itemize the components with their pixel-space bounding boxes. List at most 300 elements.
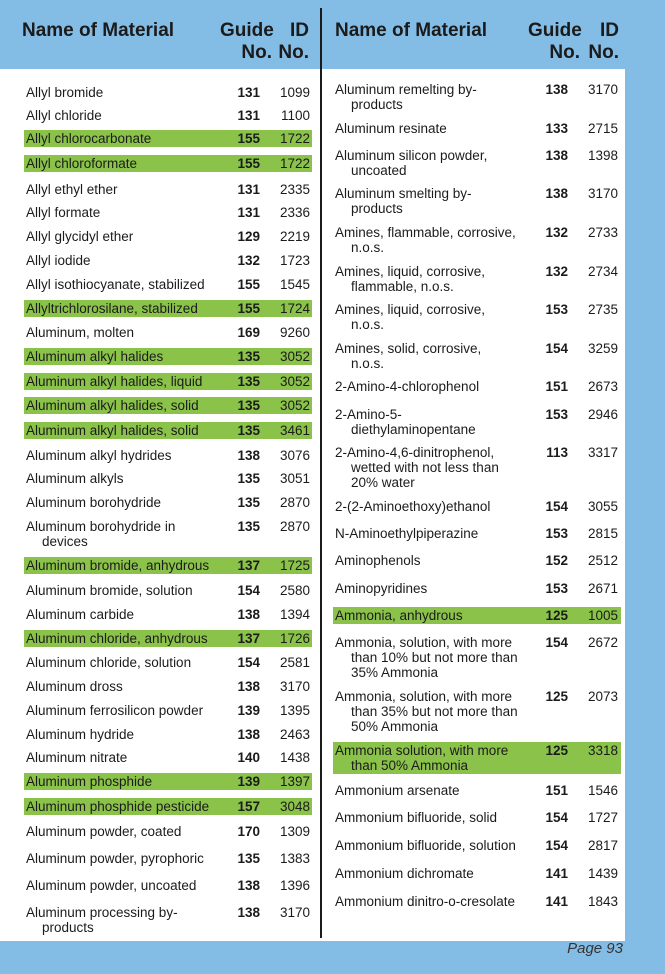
table-row xyxy=(333,742,621,774)
material-name-line: than 10% but not more than xyxy=(351,650,518,665)
material-name-line: Aluminum powder, pyrophoric xyxy=(26,851,204,866)
material-name xyxy=(26,325,134,340)
id-number: 2073 xyxy=(587,689,618,704)
material-name-line: uncoated xyxy=(351,163,407,178)
id-number: 2715 xyxy=(587,121,618,136)
id-number: 3170 xyxy=(279,679,310,694)
material-name xyxy=(26,205,100,220)
material-name-line: Aluminum hydride xyxy=(26,727,135,742)
material-name xyxy=(26,374,202,389)
material-name xyxy=(335,264,485,294)
page-number: Page 93 xyxy=(567,940,623,957)
guide-number: 125 xyxy=(545,608,568,623)
id-number: 2581 xyxy=(279,655,310,670)
table-row xyxy=(24,130,312,147)
table-row xyxy=(24,702,312,719)
table-row xyxy=(333,263,621,295)
guide-number: 154 xyxy=(545,499,568,514)
table-row xyxy=(24,773,312,790)
guide-number: 137 xyxy=(237,558,260,573)
id-number: 1722 xyxy=(279,156,310,171)
guide-number: 137 xyxy=(237,631,260,646)
material-name-line: Allyl chloride xyxy=(26,108,102,123)
material-name xyxy=(26,631,208,646)
id-number: 2463 xyxy=(279,727,310,742)
id-number: 3170 xyxy=(587,186,618,201)
table-row xyxy=(24,276,312,293)
guide-number: 138 xyxy=(237,607,260,622)
guide-number: 135 xyxy=(237,349,260,364)
guide-number: 132 xyxy=(237,253,260,268)
material-name xyxy=(26,108,102,123)
material-name xyxy=(335,379,479,394)
material-name-line: than 50% Ammonia xyxy=(351,758,469,773)
guide-heading: Guide xyxy=(220,20,274,41)
id-no-heading: No. xyxy=(588,42,619,63)
table-row xyxy=(333,340,621,372)
guide-number: 157 xyxy=(237,799,260,814)
material-name xyxy=(335,838,516,853)
table-row xyxy=(24,494,312,511)
material-name xyxy=(26,495,161,510)
material-name-line: Amines, solid, corrosive, xyxy=(335,341,482,356)
guide-number: 140 xyxy=(237,750,260,765)
material-name-line: Aluminum borohydride in xyxy=(26,519,176,534)
material-name xyxy=(26,703,203,718)
material-name-line: Allyl chlorocarbonate xyxy=(26,131,152,146)
material-name xyxy=(26,519,175,549)
table-row xyxy=(333,147,621,179)
material-name xyxy=(335,689,518,734)
table-row xyxy=(24,252,312,269)
material-name-line: Ammonium arsenate xyxy=(335,783,460,798)
material-name xyxy=(26,156,137,171)
id-number: 2733 xyxy=(587,225,618,240)
material-name-line: n.o.s. xyxy=(351,356,385,371)
material-name-line: Aluminum dross xyxy=(26,679,123,694)
material-name xyxy=(335,302,485,332)
material-name xyxy=(335,148,487,178)
guide-number: 151 xyxy=(545,379,568,394)
material-name xyxy=(335,186,472,216)
table-row xyxy=(333,185,621,217)
table-row xyxy=(333,865,621,882)
material-name xyxy=(335,608,463,623)
id-number: 1398 xyxy=(587,148,618,163)
guide-number: 169 xyxy=(237,325,260,340)
id-number: 2580 xyxy=(279,583,310,598)
material-name-line: products xyxy=(351,97,403,112)
material-name xyxy=(335,743,508,773)
material-name-line: Ammonium bifluoride, solid xyxy=(335,810,498,825)
guide-number: 153 xyxy=(545,407,568,422)
material-name xyxy=(335,526,478,541)
guide-number: 141 xyxy=(545,866,568,881)
table-row xyxy=(24,654,312,671)
material-name xyxy=(26,851,204,866)
material-name xyxy=(335,866,474,881)
material-name xyxy=(26,774,152,789)
table-row xyxy=(333,301,621,333)
guide-number: 135 xyxy=(237,423,260,438)
guide-number: 154 xyxy=(545,838,568,853)
id-number: 2734 xyxy=(587,264,618,279)
material-name xyxy=(26,85,103,100)
id-number: 2735 xyxy=(587,302,618,317)
table-row xyxy=(333,809,621,826)
material-name xyxy=(26,583,193,598)
table-row xyxy=(24,630,312,647)
material-name xyxy=(335,783,460,798)
material-name-line: 50% Ammonia xyxy=(351,719,439,734)
table-row xyxy=(333,782,621,799)
table-row xyxy=(24,324,312,341)
material-name-line: Aluminum processing by- xyxy=(26,905,178,920)
material-name xyxy=(26,301,198,316)
material-name-line: Aluminum remelting by- xyxy=(335,82,477,97)
id-number: 2219 xyxy=(279,229,310,244)
table-row xyxy=(24,877,312,894)
material-name-line: Allyl glycidyl ether xyxy=(26,229,134,244)
material-name-line: 2-Amino-4,6-dinitrophenol, xyxy=(335,445,495,460)
id-number: 2870 xyxy=(279,495,310,510)
guide-number: 138 xyxy=(237,878,260,893)
page-footer xyxy=(0,941,665,974)
material-name xyxy=(26,905,178,935)
material-name xyxy=(335,82,477,112)
table-row xyxy=(24,228,312,245)
material-name xyxy=(335,553,421,568)
table-row xyxy=(333,634,621,681)
guide-number: 154 xyxy=(545,341,568,356)
material-name xyxy=(335,635,518,680)
material-name-line: Aluminum powder, uncoated xyxy=(26,878,197,893)
guide-number: 131 xyxy=(237,85,260,100)
material-name-line: Aluminum chloride, anhydrous xyxy=(26,631,208,646)
table-row xyxy=(333,607,621,624)
material-name-line: wetted with not less than xyxy=(351,460,499,475)
table-row xyxy=(24,606,312,623)
material-name-line: 2-(2-Aminoethoxy)ethanol xyxy=(335,499,491,514)
material-name xyxy=(335,810,497,825)
material-name-line: products xyxy=(42,920,94,935)
material-name xyxy=(26,349,163,364)
guide-number: 135 xyxy=(237,471,260,486)
material-name xyxy=(26,131,151,146)
material-name-line: Aluminum alkyls xyxy=(26,471,124,486)
material-name xyxy=(26,229,133,244)
id-number: 3052 xyxy=(279,374,310,389)
material-name xyxy=(26,679,123,694)
material-name-line: Aluminum alkyl halides, liquid xyxy=(26,374,203,389)
material-name-line: Aluminum, molten xyxy=(26,325,135,340)
guide-number: 132 xyxy=(545,225,568,240)
table-row xyxy=(333,444,621,491)
id-number: 1397 xyxy=(279,774,310,789)
guide-number: 138 xyxy=(545,186,568,201)
guide-number: 155 xyxy=(237,156,260,171)
material-name-line: Aluminum chloride, solution xyxy=(26,655,192,670)
id-number: 2335 xyxy=(279,182,310,197)
table-row xyxy=(333,893,621,910)
material-name xyxy=(26,471,124,486)
guide-number: 133 xyxy=(545,121,568,136)
material-name xyxy=(26,727,134,742)
material-name xyxy=(26,182,118,197)
guide-no-heading: No. xyxy=(241,42,272,63)
id-number: 1383 xyxy=(279,851,310,866)
material-name-line: n.o.s. xyxy=(351,240,385,255)
id-number: 1309 xyxy=(279,824,310,839)
material-name-line: Aluminum phosphide xyxy=(26,774,153,789)
id-number: 1546 xyxy=(587,783,618,798)
material-name xyxy=(335,581,427,596)
table-row xyxy=(24,798,312,815)
id-number: 3048 xyxy=(279,799,310,814)
guide-number: 138 xyxy=(237,679,260,694)
table-row xyxy=(24,557,312,574)
id-number: 2512 xyxy=(587,553,618,568)
guide-number: 135 xyxy=(237,398,260,413)
id-number: 1099 xyxy=(279,85,310,100)
left-column-header xyxy=(0,0,320,69)
id-number: 3076 xyxy=(279,448,310,463)
table-row xyxy=(24,300,312,317)
guide-number: 151 xyxy=(545,783,568,798)
guide-number: 138 xyxy=(237,448,260,463)
guide-number: 131 xyxy=(237,205,260,220)
material-name-line: Aluminum silicon powder, xyxy=(335,148,488,163)
name-of-material-heading: Name of Material xyxy=(335,20,488,41)
id-number: 3052 xyxy=(279,398,310,413)
id-number: 2946 xyxy=(587,407,618,422)
table-row xyxy=(24,678,312,695)
material-name-line: Ammonia, solution, with more xyxy=(335,689,513,704)
guide-number: 135 xyxy=(237,374,260,389)
id-number: 1438 xyxy=(279,750,310,765)
table-row xyxy=(24,348,312,365)
id-number: 1724 xyxy=(279,301,310,316)
material-name xyxy=(335,341,481,371)
material-name-line: Ammonia solution, with more xyxy=(335,743,509,758)
id-number: 3317 xyxy=(587,445,618,460)
guide-number: 155 xyxy=(237,131,260,146)
material-name-line: Aluminum bromide, anhydrous xyxy=(26,558,210,573)
id-number: 3318 xyxy=(587,743,618,758)
table-row xyxy=(333,498,621,515)
table-row xyxy=(24,373,312,390)
material-name xyxy=(26,607,134,622)
id-number: 2870 xyxy=(279,519,310,534)
material-name-line: Aluminum bromide, solution xyxy=(26,583,193,598)
material-name xyxy=(26,799,209,814)
material-name-line: flammable, n.o.s. xyxy=(351,279,454,294)
id-number: 2815 xyxy=(587,526,618,541)
id-heading: ID xyxy=(290,20,309,41)
table-row xyxy=(24,726,312,743)
guide-number: 155 xyxy=(237,277,260,292)
material-name-line: 2-Amino-5- xyxy=(335,407,402,422)
table-row xyxy=(333,580,621,597)
material-name xyxy=(26,750,127,765)
material-name-line: Aluminum phosphide pesticide xyxy=(26,799,210,814)
material-name xyxy=(26,655,191,670)
material-name-line: Allyl chloroformate xyxy=(26,156,138,171)
id-number: 2336 xyxy=(279,205,310,220)
id-number: 3052 xyxy=(279,349,310,364)
id-number: 1394 xyxy=(279,607,310,622)
guide-number: 138 xyxy=(237,727,260,742)
id-number: 1100 xyxy=(280,108,310,123)
material-name-line: Ammonium bifluoride, solution xyxy=(335,838,516,853)
material-name-line: Ammonia, anhydrous xyxy=(335,608,463,623)
material-name-line: Aluminum alkyl halides xyxy=(26,349,164,364)
guide-no-heading: No. xyxy=(549,42,580,63)
material-name xyxy=(26,878,196,893)
material-name-line: Allyl isothiocyanate, stabilized xyxy=(26,277,205,292)
guide-number: 135 xyxy=(237,519,260,534)
table-row xyxy=(333,81,621,113)
guide-number: 132 xyxy=(545,264,568,279)
material-name-line: N-Aminoethylpiperazine xyxy=(335,526,479,541)
material-name xyxy=(335,445,499,490)
material-name-line: Allyltrichlorosilane, stabilized xyxy=(26,301,198,316)
id-number: 1396 xyxy=(279,878,310,893)
guide-number: 131 xyxy=(237,182,260,197)
guide-number: 152 xyxy=(545,553,568,568)
id-number: 9260 xyxy=(279,325,310,340)
guide-number: 154 xyxy=(545,810,568,825)
material-name xyxy=(26,448,172,463)
material-name xyxy=(26,423,199,438)
column-divider xyxy=(320,8,322,938)
table-row xyxy=(333,837,621,854)
table-row xyxy=(24,107,312,124)
id-number: 3461 xyxy=(279,423,310,438)
guide-number: 141 xyxy=(545,894,568,909)
id-number: 1723 xyxy=(279,253,310,268)
table-row xyxy=(333,552,621,569)
id-no-heading: No. xyxy=(278,42,309,63)
guide-number: 129 xyxy=(237,229,260,244)
guide-number: 154 xyxy=(237,583,260,598)
table-row xyxy=(24,582,312,599)
id-number: 3170 xyxy=(279,905,310,920)
table-row xyxy=(24,422,312,439)
id-number: 2671 xyxy=(587,581,618,596)
id-number: 2672 xyxy=(587,635,618,650)
material-name-line: Aluminum powder, coated xyxy=(26,824,182,839)
table-row xyxy=(24,823,312,840)
table-row xyxy=(24,181,312,198)
table-row xyxy=(24,397,312,414)
material-name-line: Aluminum ferrosilicon powder xyxy=(26,703,204,718)
guide-number: 153 xyxy=(545,302,568,317)
guide-number: 139 xyxy=(237,703,260,718)
table-row xyxy=(333,688,621,735)
table-row xyxy=(333,525,621,542)
table-row xyxy=(24,155,312,172)
table-row xyxy=(24,204,312,221)
guide-number: 138 xyxy=(237,905,260,920)
guide-number: 135 xyxy=(237,851,260,866)
guide-number: 153 xyxy=(545,526,568,541)
guide-heading: Guide xyxy=(528,20,582,41)
guide-number: 125 xyxy=(545,743,568,758)
material-name xyxy=(335,225,516,255)
material-name-line: Allyl bromide xyxy=(26,85,104,100)
material-name xyxy=(26,558,209,573)
material-name-line: Aluminum resinate xyxy=(335,121,447,136)
name-of-material-heading: Name of Material xyxy=(22,20,175,41)
id-number: 2817 xyxy=(587,838,618,853)
id-number: 3170 xyxy=(587,82,618,97)
material-name-line: products xyxy=(351,201,403,216)
material-name-line: Ammonium dinitro-o-cresolate xyxy=(335,894,516,909)
material-name-line: Aluminum alkyl hydrides xyxy=(26,448,172,463)
table-row xyxy=(24,470,312,487)
material-name-line: Allyl iodide xyxy=(26,253,91,268)
table-row xyxy=(24,447,312,464)
material-name-line: Allyl formate xyxy=(26,205,101,220)
material-name-line: 20% water xyxy=(351,475,415,490)
table-row xyxy=(333,406,621,438)
guide-number: 138 xyxy=(545,148,568,163)
guide-number: 113 xyxy=(546,445,568,460)
right-column-header xyxy=(322,0,625,69)
guide-number: 138 xyxy=(545,82,568,97)
material-name-line: Aminophenols xyxy=(335,553,421,568)
id-number: 1726 xyxy=(279,631,310,646)
id-number: 1725 xyxy=(279,558,310,573)
id-heading: ID xyxy=(600,20,619,41)
material-name-line: Aminopyridines xyxy=(335,581,428,596)
material-name-line: Allyl ethyl ether xyxy=(26,182,118,197)
material-name-line: Aluminum borohydride xyxy=(26,495,162,510)
table-row xyxy=(24,84,312,101)
material-name-line: than 35% but not more than xyxy=(351,704,518,719)
material-name xyxy=(335,499,490,514)
id-number: 3051 xyxy=(279,471,310,486)
table-row xyxy=(333,120,621,137)
guide-number: 135 xyxy=(237,495,260,510)
id-number: 3055 xyxy=(587,499,618,514)
guide-number: 154 xyxy=(237,655,260,670)
table-row xyxy=(24,850,312,867)
material-name-line: devices xyxy=(42,534,88,549)
table-row xyxy=(24,518,312,550)
table-row xyxy=(333,378,621,395)
material-name-line: Aluminum alkyl halides, solid xyxy=(26,398,199,413)
id-number: 1727 xyxy=(587,810,618,825)
material-name-line: Aluminum carbide xyxy=(26,607,135,622)
material-name xyxy=(26,277,205,292)
material-name-line: n.o.s. xyxy=(351,317,385,332)
table-row xyxy=(333,224,621,256)
material-name-line: Amines, liquid, corrosive, xyxy=(335,302,486,317)
material-name-line: Amines, flammable, corrosive, xyxy=(335,225,516,240)
material-name xyxy=(26,253,91,268)
material-name xyxy=(26,824,181,839)
material-name-line: 35% Ammonia xyxy=(351,665,439,680)
material-name-line: Ammonia, solution, with more xyxy=(335,635,513,650)
id-number: 3259 xyxy=(587,341,618,356)
material-name xyxy=(335,894,515,909)
guide-number: 131 xyxy=(237,108,260,123)
material-name-line: Ammonium dichromate xyxy=(335,866,474,881)
id-number: 1395 xyxy=(279,703,310,718)
table-row xyxy=(24,749,312,766)
